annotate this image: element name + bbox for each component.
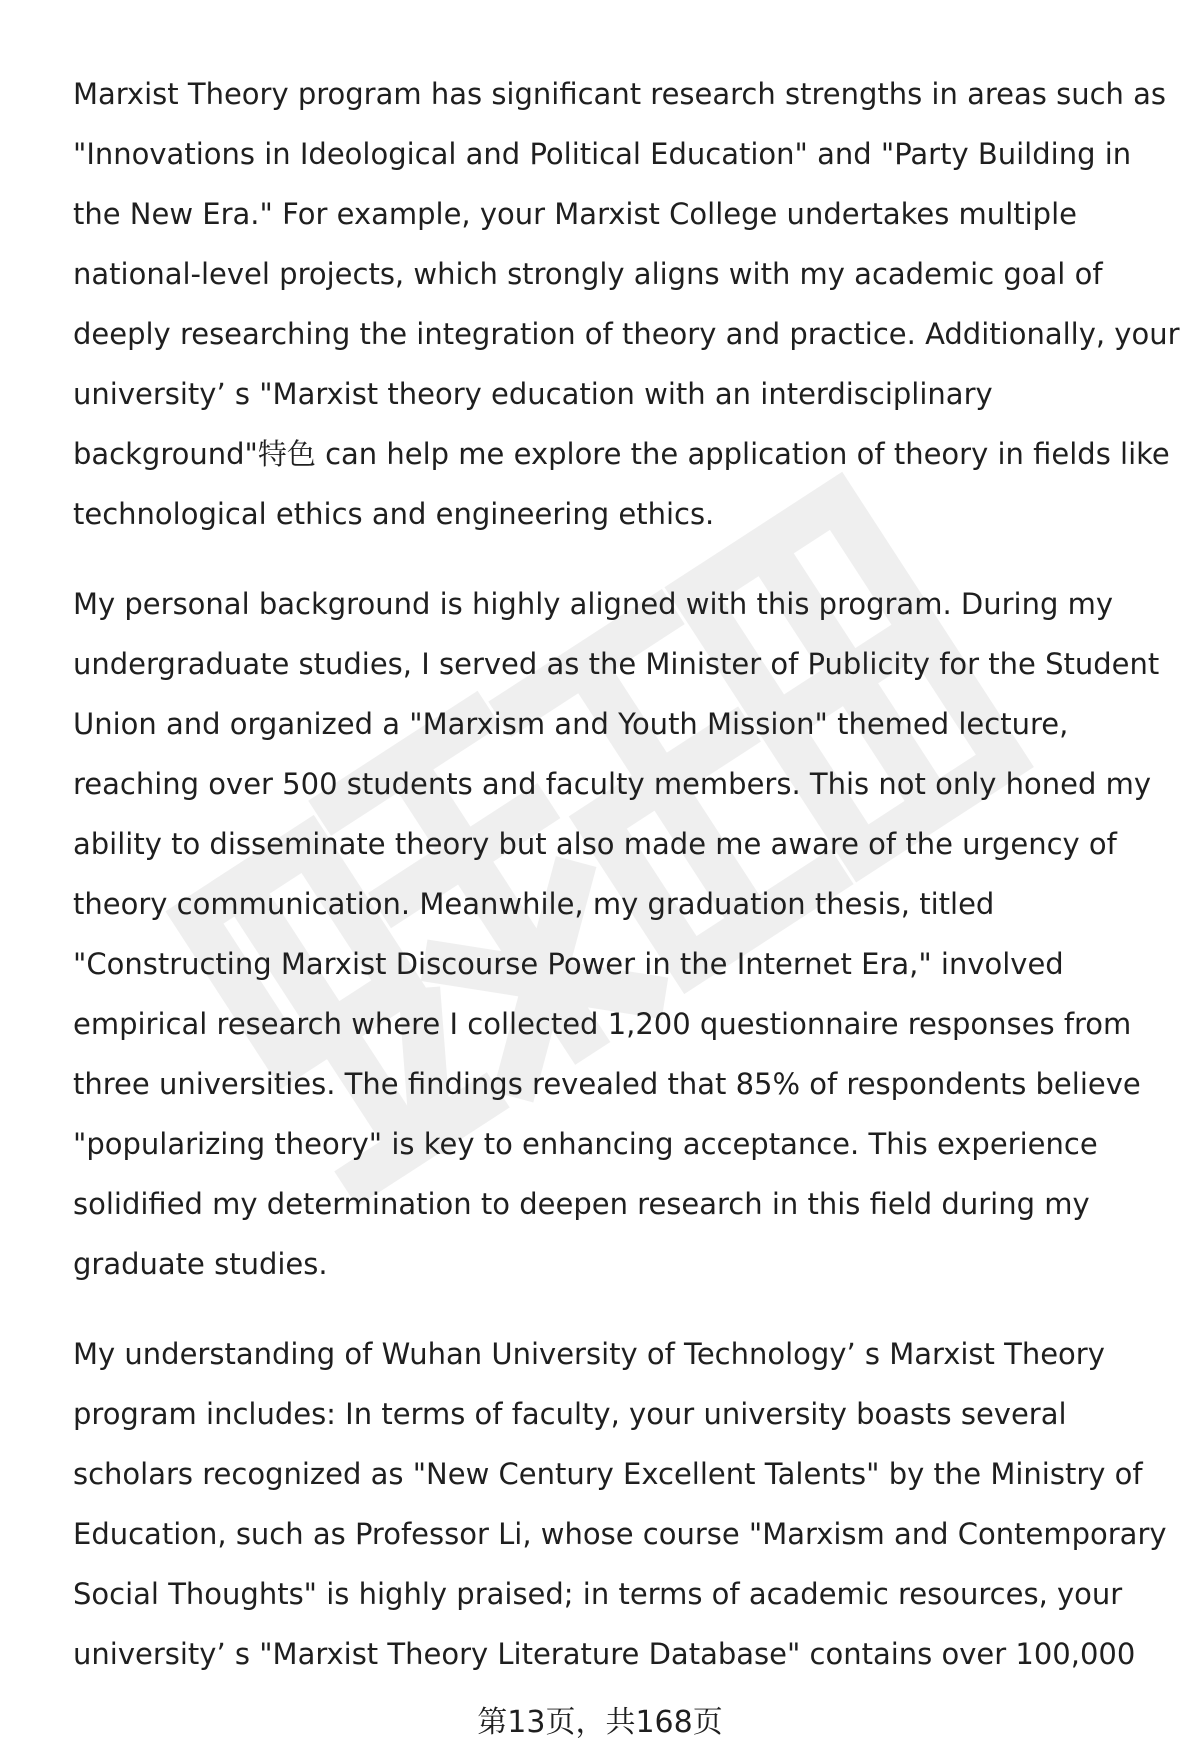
text-line: ability to disseminate theory but also made me aware of the urgency of bbox=[73, 827, 1117, 861]
text-line: background"特色 can help me explore the application of theory in fields like bbox=[73, 437, 1170, 471]
text-line: national-level projects, which strongly aligns with my academic goal of bbox=[73, 257, 1103, 291]
text-line: "popularizing theory" is key to enhancing acceptance. This experience bbox=[73, 1127, 1098, 1161]
text-line: graduate studies. bbox=[73, 1247, 328, 1281]
text-line: "Innovations in Ideological and Political Education" and "Party Building in bbox=[73, 137, 1132, 171]
text-line: "Constructing Marxist Discourse Power in the Internet Era," involved bbox=[73, 947, 1064, 981]
text-line: Marxist Theory program has significant research strengths in areas such as bbox=[73, 77, 1166, 111]
text-line: three universities. The findings revealed that 85% of respondents believe bbox=[73, 1067, 1141, 1101]
text-line: Union and organized a "Marxism and Youth Mission" themed lecture, bbox=[73, 707, 1069, 741]
text-line: empirical research where I collected 1,200 questionnaire responses from bbox=[73, 1007, 1132, 1041]
page-number-footer: 第13页，共168页 bbox=[477, 1705, 723, 1740]
paragraph-research-strengths bbox=[73, 64, 1180, 544]
paragraph-program-understanding bbox=[73, 1324, 1167, 1684]
paragraph-personal-background bbox=[73, 574, 1163, 1294]
text-line: the New Era." For example, your Marxist College undertakes multiple bbox=[73, 197, 1077, 231]
text-line: My understanding of Wuhan University of Technology’ s Marxist Theory bbox=[73, 1337, 1105, 1371]
text-line: theory communication. Meanwhile, my graduation thesis, titled bbox=[73, 887, 995, 921]
text-line: Education, such as Professor Li, whose course "Marxism and Contemporary bbox=[73, 1517, 1167, 1551]
text-line: Social Thoughts" is highly praised; in terms of academic resources, your bbox=[73, 1577, 1123, 1611]
text-line: university’ s "Marxist Theory Literature Database" contains over 100,000 bbox=[73, 1637, 1136, 1671]
text-line: undergraduate studies, I served as the Minister of Publicity for the Student bbox=[73, 647, 1160, 681]
text-line: solidified my determination to deepen research in this field during my bbox=[73, 1187, 1090, 1221]
document-body bbox=[73, 64, 1180, 1714]
text-line: reaching over 500 students and faculty members. This not only honed my bbox=[73, 767, 1152, 801]
text-line: deeply researching the integration of theory and practice. Additionally, your bbox=[73, 317, 1180, 351]
text-line: scholars recognized as "New Century Excellent Talents" by the Ministry of bbox=[73, 1457, 1143, 1491]
text-line: My personal background is highly aligned with this program. During my bbox=[73, 587, 1113, 621]
text-line: university’ s "Marxist theory education with an interdisciplinary bbox=[73, 377, 993, 411]
text-line: technological ethics and engineering ethics. bbox=[73, 497, 715, 531]
text-line: program includes: In terms of faculty, your university boasts several bbox=[73, 1397, 1067, 1431]
